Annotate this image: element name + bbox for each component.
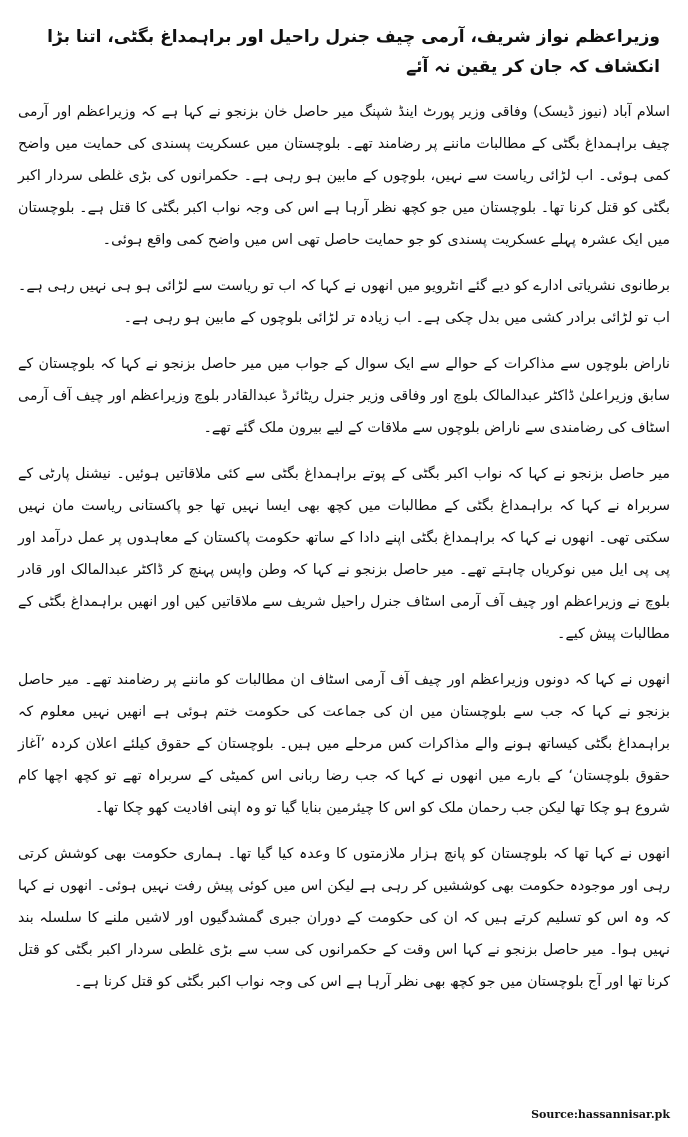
article-paragraph: ناراض بلوچوں سے مذاکرات کے حوالے سے ایک سوال کے جواب میں میر حاصل بزنجو نے کہا کہ بلوچستان کے سابق وزیراعلیٰ ڈاکٹر عبدالمالک بلوچ اور وفاقی وزیر جنرل ریٹائرڈ عبدالقادر بلوچ وزیراعظم اور چیف آف آرمی اسٹاف کی رضامندی سے ناراض بلوچوں سے ملاقات کے لیے بیرون ملک گئے تھے۔ <box>18 356 670 436</box>
article-paragraph: اسلام آباد (نیوز ڈیسک) وفاقی وزیر پورٹ اینڈ شپنگ میر حاصل خان بزنجو نے کہا ہے کہ وزیراعظم اور آرمی چیف براہمداغ بگٹی کے مطالبات ماننے پر رضامند تھے۔ بلوچستان میں عسکریت پسندی کی حمایت میں واضح کمی ہوئی۔ اب لڑائی ریاست سے نہیں، بلوچوں کے مابین ہو رہی ہے۔ حکمرانوں کی بڑی غلطی سردار اکبر بگٹی کو قتل کرنا تھا۔ بلوچستان میں جو کچھ نظر آرہا ہے اس کی وجہ نواب اکبر بگٹی کا قتل ہے۔ بلوچستان میں ایک عشرہ پہلے عسکریت پسندی کو جو حمایت حاصل تھی اس میں واضح کمی واقع ہوئی۔ <box>18 104 670 248</box>
article-paragraph: برطانوی نشریاتی ادارے کو دیے گئے انٹرویو میں انھوں نے کہا کہ اب تو ریاست سے لڑائی ہو ہی نہیں رہی ہے۔ اب تو لڑائی برادر کشی میں بدل چکی ہے۔ اب زیادہ تر لڑائی بلوچوں کے مابین ہو رہی ہے۔ <box>18 278 670 326</box>
article-paragraph: انھوں نے کہا کہ دونوں وزیراعظم اور چیف آف آرمی اسٹاف ان مطالبات کو ماننے پر رضامند تھے۔ میر حاصل بزنجو نے کہا کہ جب سے بلوچستان میں ان کی جماعت کی حکومت ختم ہوئی ہے انھیں نہیں معلوم کہ براہمداغ بگٹی کیساتھ ہونے والے مذاکرات کس مرحلے میں ہیں۔ بلوچستان کے حقوق کیلئے اعلان کردہ ’آغاز حقوق بلوچستان‘ کے بارے میں انھوں نے کہا کہ جب رضا ربانی اس کمیٹی کے سربراہ تھے تو کچھ اچھا کام شروع ہو چکا تھا لیکن جب رحمان ملک کو اس کا چیئرمین بنایا گیا تو وہ اپنی افادیت کھو چکا تھا۔ <box>18 672 670 816</box>
article-headline: وزیراعظم نواز شریف، آرمی چیف جنرل راحیل اور براہمداغ بگٹی، اتنا بڑا انکشاف کہ جان کر یقین نہ آئے <box>47 27 660 77</box>
article-paragraph: انھوں نے کہا تھا کہ بلوچستان کو پانچ ہزار ملازمتوں کا وعدہ کیا گیا تھا۔ ہماری حکومت بھی کوشش کرتی رہی اور موجودہ حکومت بھی کوششیں کر رہی ہے لیکن اس میں کوئی پیش رفت نہیں ہوئی۔ انھوں نے کہا کہ وہ اس کو تسلیم کرتے ہیں کہ ان کی حکومت کے دوران جبری گمشدگیوں اور لاشیں ملنے کا سلسلہ بند نہیں ہوا۔ میر حاصل بزنجو نے کہا اس وقت کے حکمرانوں کی سب سے بڑی غلطی سردار اکبر بگٹی کو قتل کرنا تھا اور آج بلوچستان میں جو کچھ بھی نظر آرہا ہے اس کی وجہ نواب اکبر بگٹی کو قتل کرنا ہے۔ <box>18 846 670 990</box>
article-body <box>18 96 670 998</box>
article-paragraph: میر حاصل بزنجو نے کہا کہ نواب اکبر بگٹی کے پوتے براہمداغ بگٹی سے کئی ملاقاتیں ہوئیں۔ نیشنل پارٹی کے سربراہ نے کہا کہ براہمداغ بگٹی کے مطالبات میں کچھ بھی ایسا نہیں تھا جو پاکستانی ریاست مان نہیں سکتی تھی۔ انھوں نے کہا کہ براہمداغ بگٹی اپنے دادا کے ساتھ حکومت پاکستان کے معاہدوں پر عمل درآمد اور پی پی ایل میں نوکریاں چاہتے تھے۔ میر حاصل بزنجو نے کہا کہ وطن واپس پہنچ کر ڈاکٹر عبدالمالک اور قادر بلوچ نے وزیراعظم اور چیف آف آرمی اسٹاف جنرل راحیل شریف سے ملاقاتیں کیں اور انھیں براہمداغ بگٹی کے مطالبات پیش کیے۔ <box>18 466 670 642</box>
source-credit: Source:hassannisar.pk <box>531 1108 670 1121</box>
